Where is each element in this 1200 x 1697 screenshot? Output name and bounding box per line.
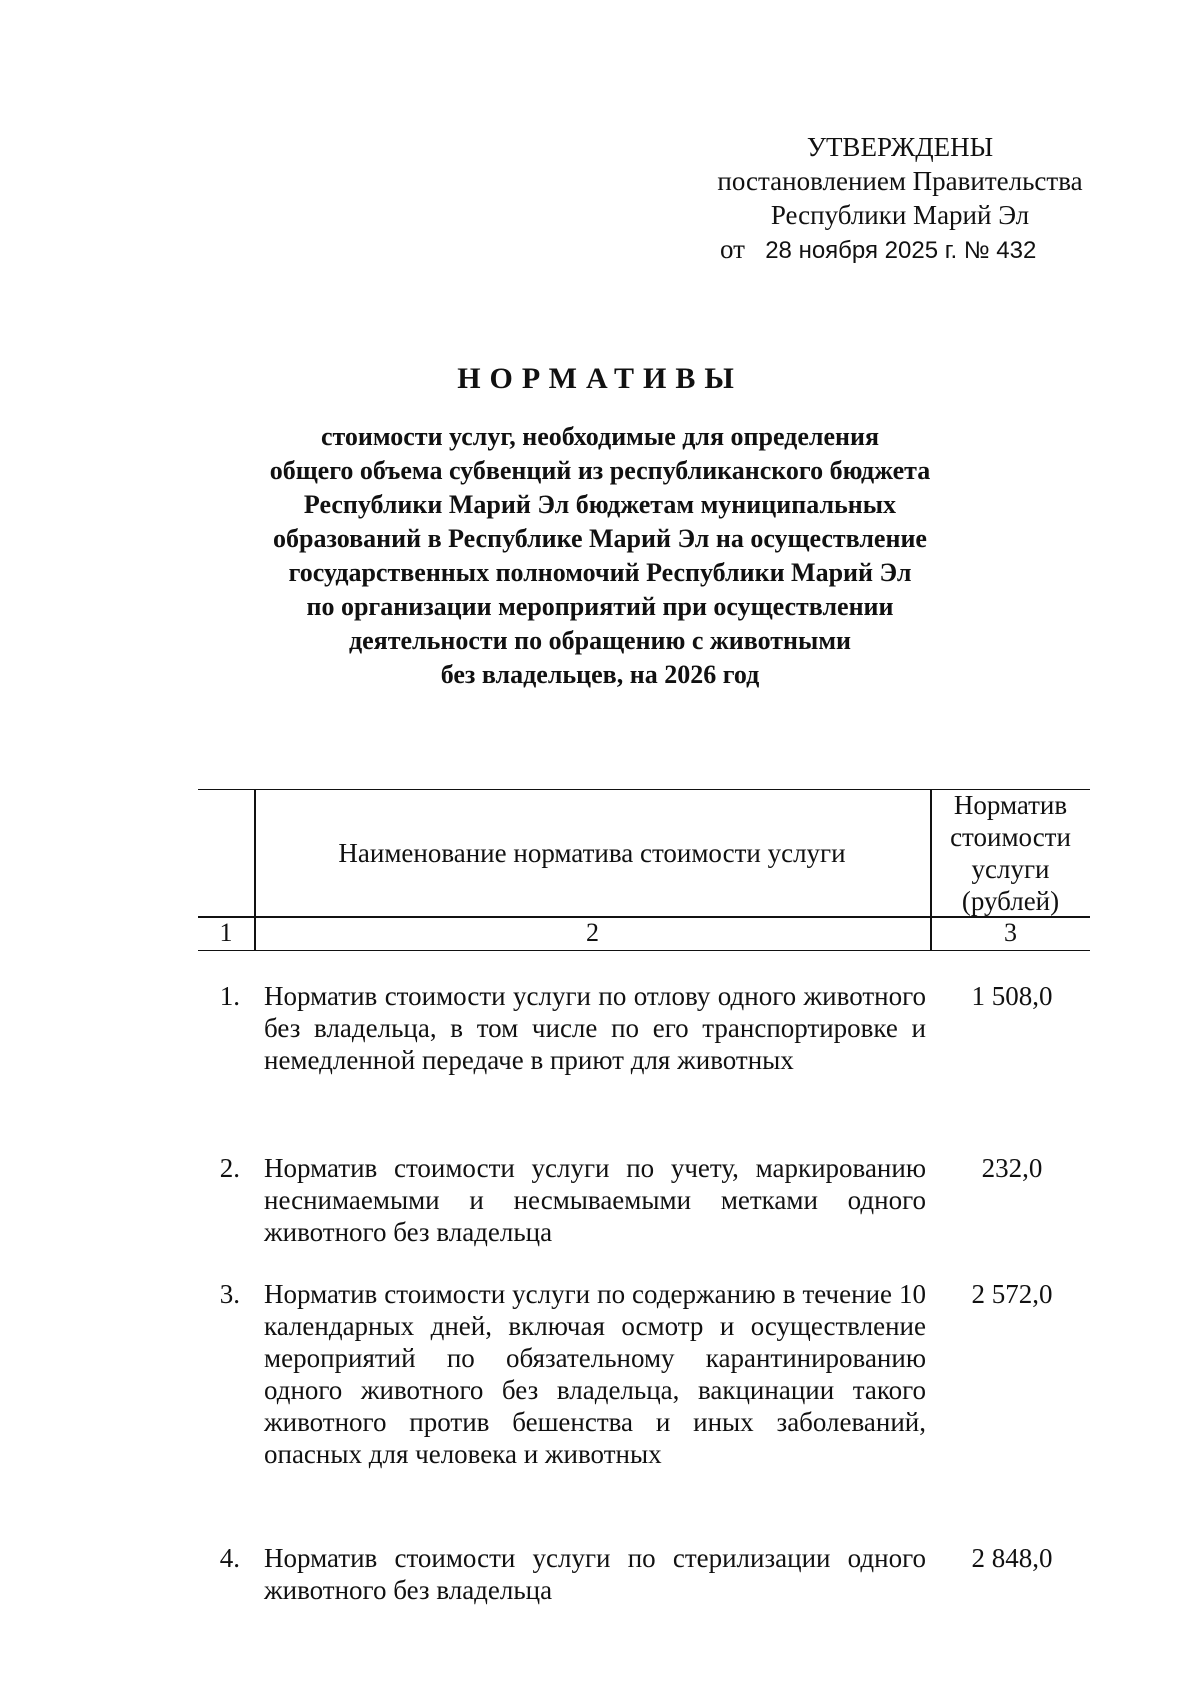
header-value-cell: Норматив стоимости услуги (рублей) <box>950 790 1071 916</box>
subtitle-line: образований в Республике Марий Эл на осуществление <box>273 524 927 553</box>
column-number: 2 <box>586 918 599 947</box>
row-description: Норматив стоимости услуги по содержанию в течение 10 календарных дней, включая осмотр и осуществление мероприятий по обязательному карантинированию одного животного без владельца, вакцинации такого животного против бешенства и иных заболеваний, опасных для человека и животных <box>264 1279 926 1469</box>
approval-authority: постановлением Правительства <box>717 166 1083 196</box>
subtitle-line: общего объема субвенций из республиканского бюджета <box>269 456 931 485</box>
row-number: 1. <box>219 981 240 1011</box>
subtitle-line: стоимости услуг, необходимые для определения <box>320 422 880 451</box>
approval-heading: УТВЕРЖДЕНЫ <box>806 132 994 162</box>
row-number: 2. <box>219 1153 240 1183</box>
table-header <box>198 789 1090 951</box>
row-number: 4. <box>219 1543 240 1573</box>
subtitle-line: без владельцев, на 2026 год <box>440 660 760 689</box>
document-title: НОРМАТИВЫ <box>457 362 743 395</box>
column-number: 1 <box>219 918 233 947</box>
row-description: Норматив стоимости услуги по отлову одного животного без владельца, в том числе по его транспортировке и немедленной передаче в приют для животных <box>264 981 926 1075</box>
row-value: 2 572,0 <box>971 1279 1053 1309</box>
approval-date-prefix: от <box>720 234 745 264</box>
row-value: 2 848,0 <box>971 1543 1053 1573</box>
approval-republic: Республики Марий Эл <box>770 200 1030 230</box>
row-description: Норматив стоимости услуги по стерилизации одного животного без владельца <box>264 1543 926 1605</box>
approval-date-line <box>700 232 1100 268</box>
subtitle-line: по организации мероприятий при осуществлении <box>306 592 894 621</box>
row-value: 232,0 <box>981 1153 1043 1183</box>
row-description: Норматив стоимости услуги по учету, маркированию неснимаемыми и несмываемыми метками одного животного без владельца <box>264 1153 926 1247</box>
approval-block <box>700 130 1100 268</box>
header-name-cell: Наименование норматива стоимости услуги <box>338 837 846 868</box>
subtitle-line: Республики Марий Эл бюджетам муниципальных <box>303 490 897 519</box>
row-value: 1 508,0 <box>971 981 1053 1011</box>
row-number: 3. <box>219 1279 240 1309</box>
column-number: 3 <box>1004 918 1017 947</box>
subtitle-line: деятельности по обращению с животными <box>348 626 852 655</box>
document-subtitle <box>230 420 970 692</box>
approval-date-value: 28 ноября 2025 г. № 432 <box>765 237 1037 264</box>
subtitle-line: государственных полномочий Республики Марий Эл <box>288 558 912 587</box>
